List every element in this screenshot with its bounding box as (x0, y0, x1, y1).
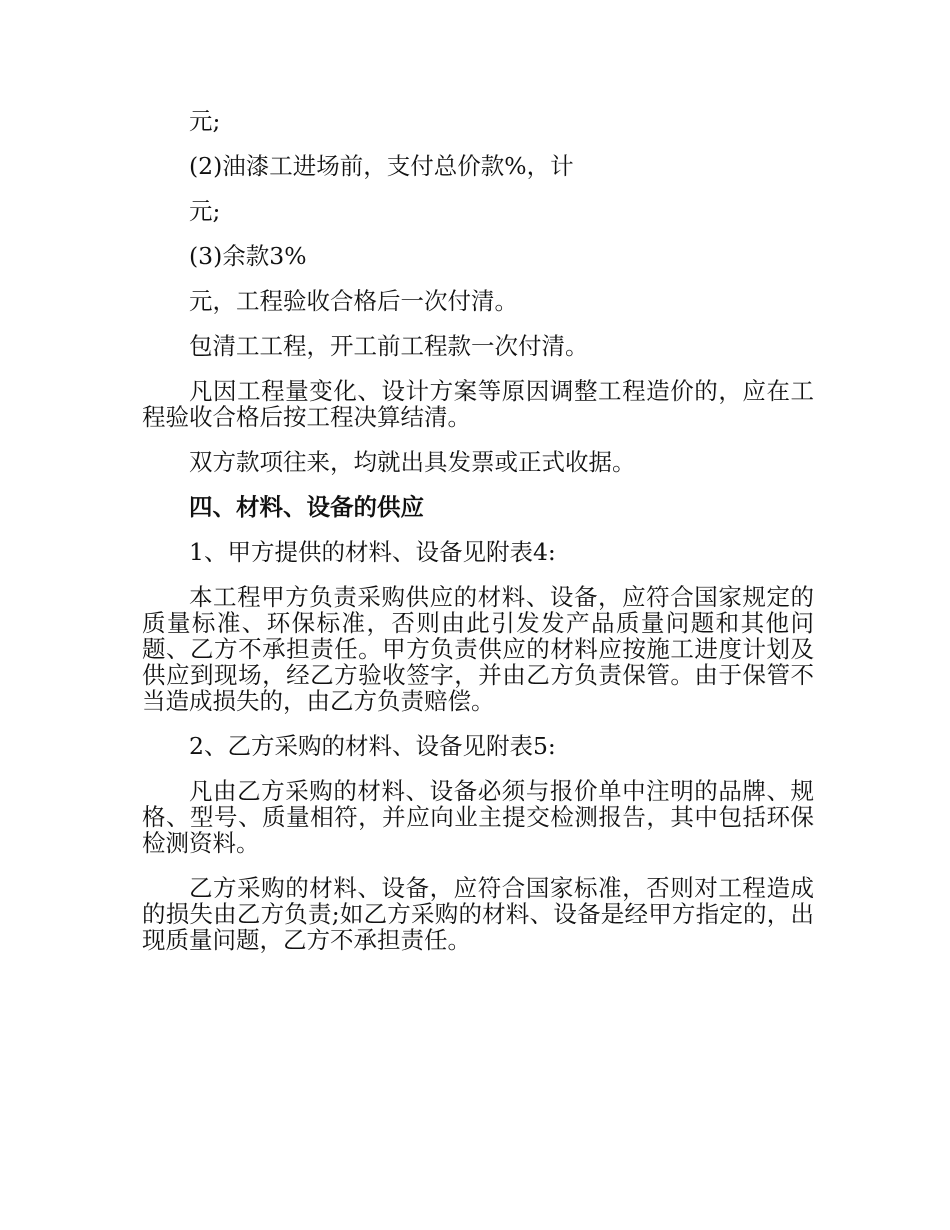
party-a-materials-text: 本工程甲方负责采购供应的材料、设备，应符合国家规定的质量标准、环保标准，否则由此引发发产品质量问题和其他问题、乙方不承担责任。甲方负责供应的材料应按施工进度计划及供应到现场，经乙方验收签字，并由乙方负责保管。由于保管不当造成损失的，由乙方负责赔偿。 (142, 583, 814, 715)
party-a-materials-title: 1、甲方提供的材料、设备见附表4: (189, 538, 556, 566)
payment-clause-2: (2)油漆工进场前，支付总价款%，计 (189, 152, 574, 180)
payment-clause-3: (3)余款3% (189, 242, 307, 270)
party-b-standards-text: 乙方采购的材料、设备，应符合国家标准，否则对工程造成的损失由乙方负责;如乙方采购的材料、设备是经甲方指定的，出现质量问题，乙方不承担责任。 (142, 874, 814, 954)
payment-line-unit: 元; (189, 197, 221, 225)
party-b-materials-title: 2、乙方采购的材料、设备见附表5: (189, 732, 556, 760)
labor-only-payment-text: 包清工工程，开工前工程款一次付清。 (189, 332, 589, 360)
cost-adjustment-text: 凡因工程量变化、设计方案等原因调整工程造价的，应在工程验收合格后按工程决算结清。 (142, 377, 814, 431)
party-b-materials-text: 凡由乙方采购的材料、设备必须与报价单中注明的品牌、规格、型号、质量相符，并应向业主提交检测报告，其中包括环保检测资料。 (142, 777, 814, 857)
invoice-text: 双方款项往来，均就出具发票或正式收据。 (189, 448, 636, 476)
payment-line-unit: 元; (189, 107, 221, 135)
document-page (142, 108, 814, 972)
payment-balance-text: 元，工程验收合格后一次付清。 (189, 287, 518, 315)
section-heading-materials: 四、材料、设备的供应 (189, 493, 424, 521)
